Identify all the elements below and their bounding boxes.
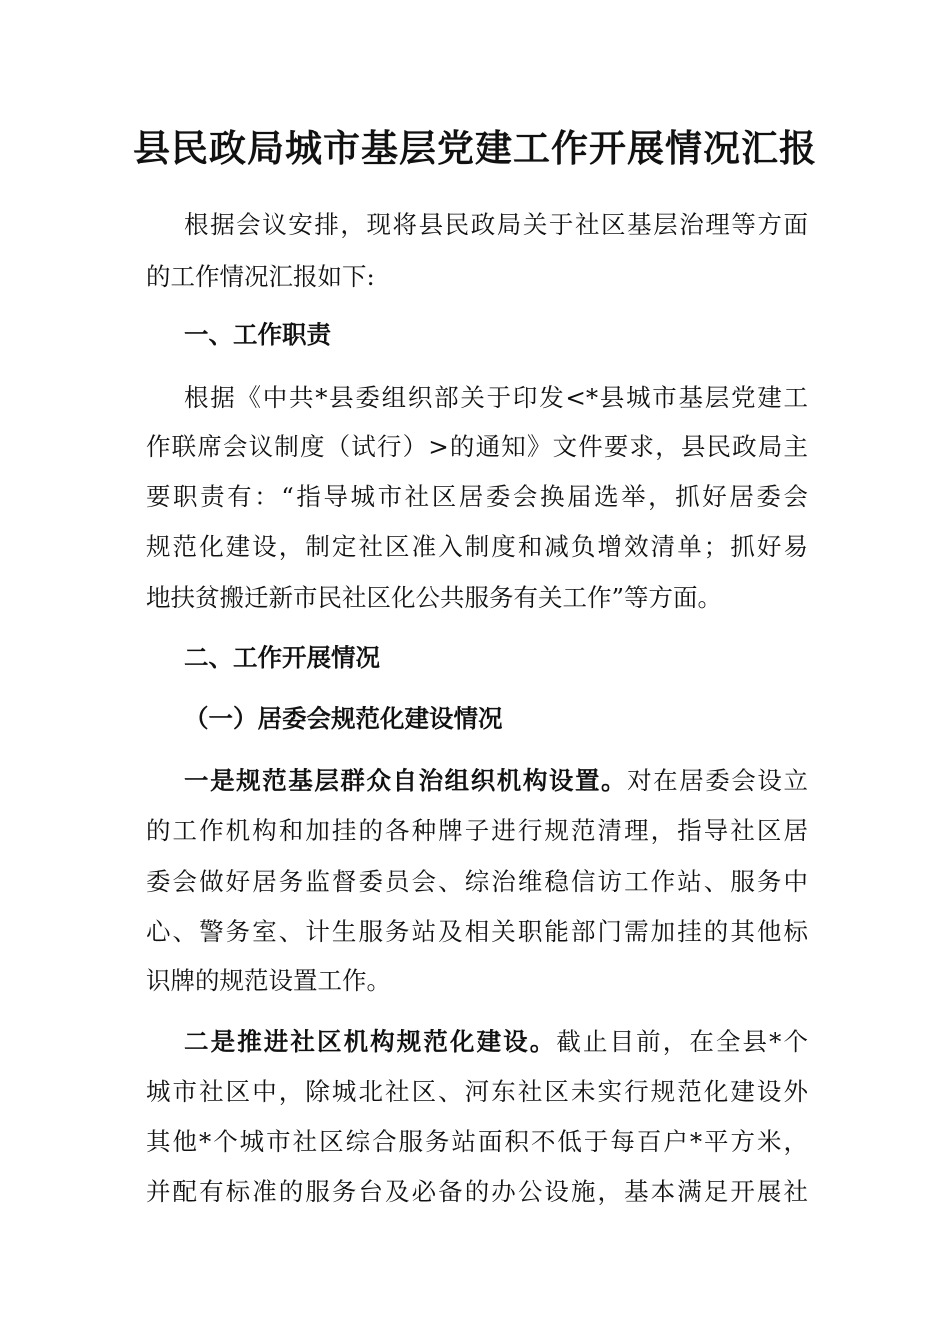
para-1-line-2: 的工作机构和加挂的各种牌子进行规范清理，指导社区居: [146, 816, 808, 845]
section-1-line-5: 地扶贫搬迁新市民社区化公共服务有关工作”等方面。: [146, 583, 723, 612]
para-1-line-1-rest: 对在居委会设立: [627, 766, 808, 795]
section-1-line-1: 根据《中共*县委组织部关于印发<*县城市基层党建工: [184, 383, 808, 412]
section-1-heading: 一、工作职责: [184, 320, 331, 349]
para-1-line-4: 心、警务室、计生服务站及相关职能部门需加挂的其他标: [146, 917, 808, 946]
para-2-line-1: [184, 1022, 808, 1062]
intro-line-1: 根据会议安排，现将县民政局关于社区基层治理等方面: [184, 210, 808, 239]
section-1-line-2: 作联席会议制度（试行）>的通知》文件要求，县民政局主: [146, 432, 808, 461]
section-1-line-3: 要职责有：“指导城市社区居委会换届选举，抓好居委会: [146, 482, 808, 511]
section-2-heading: 二、工作开展情况: [184, 643, 380, 672]
section-1-line-4: 规范化建设，制定社区准入制度和减负增效清单；抓好易: [146, 532, 808, 561]
para-2-line-3: 其他*个城市社区综合服务站面积不低于每百户*平方米，: [146, 1127, 808, 1156]
para-1-line-5: 识牌的规范设置工作。: [146, 966, 391, 995]
para-2-line-4: 并配有标准的服务台及必备的办公设施，基本满足开展社: [146, 1177, 808, 1206]
para-1-line-3: 委会做好居务监督委员会、综治维稳信访工作站、服务中: [146, 867, 808, 896]
intro-line-2: 的工作情况汇报如下:: [146, 262, 375, 291]
para-1-lead: 一是规范基层群众自治组织机构设置。: [184, 766, 628, 795]
para-2-line-1-rest: 截止目前，在全县*个: [556, 1027, 809, 1056]
para-2-lead: 二是推进社区机构规范化建设。: [184, 1027, 557, 1056]
para-2-line-2: 城市社区中，除城北社区、河东社区未实行规范化建设外: [146, 1077, 808, 1106]
para-1-line-1: [184, 761, 808, 801]
document-title: 县民政局城市基层党建工作开展情况汇报: [133, 126, 817, 170]
section-2-subheading: （一）居委会规范化建设情况: [184, 704, 503, 733]
